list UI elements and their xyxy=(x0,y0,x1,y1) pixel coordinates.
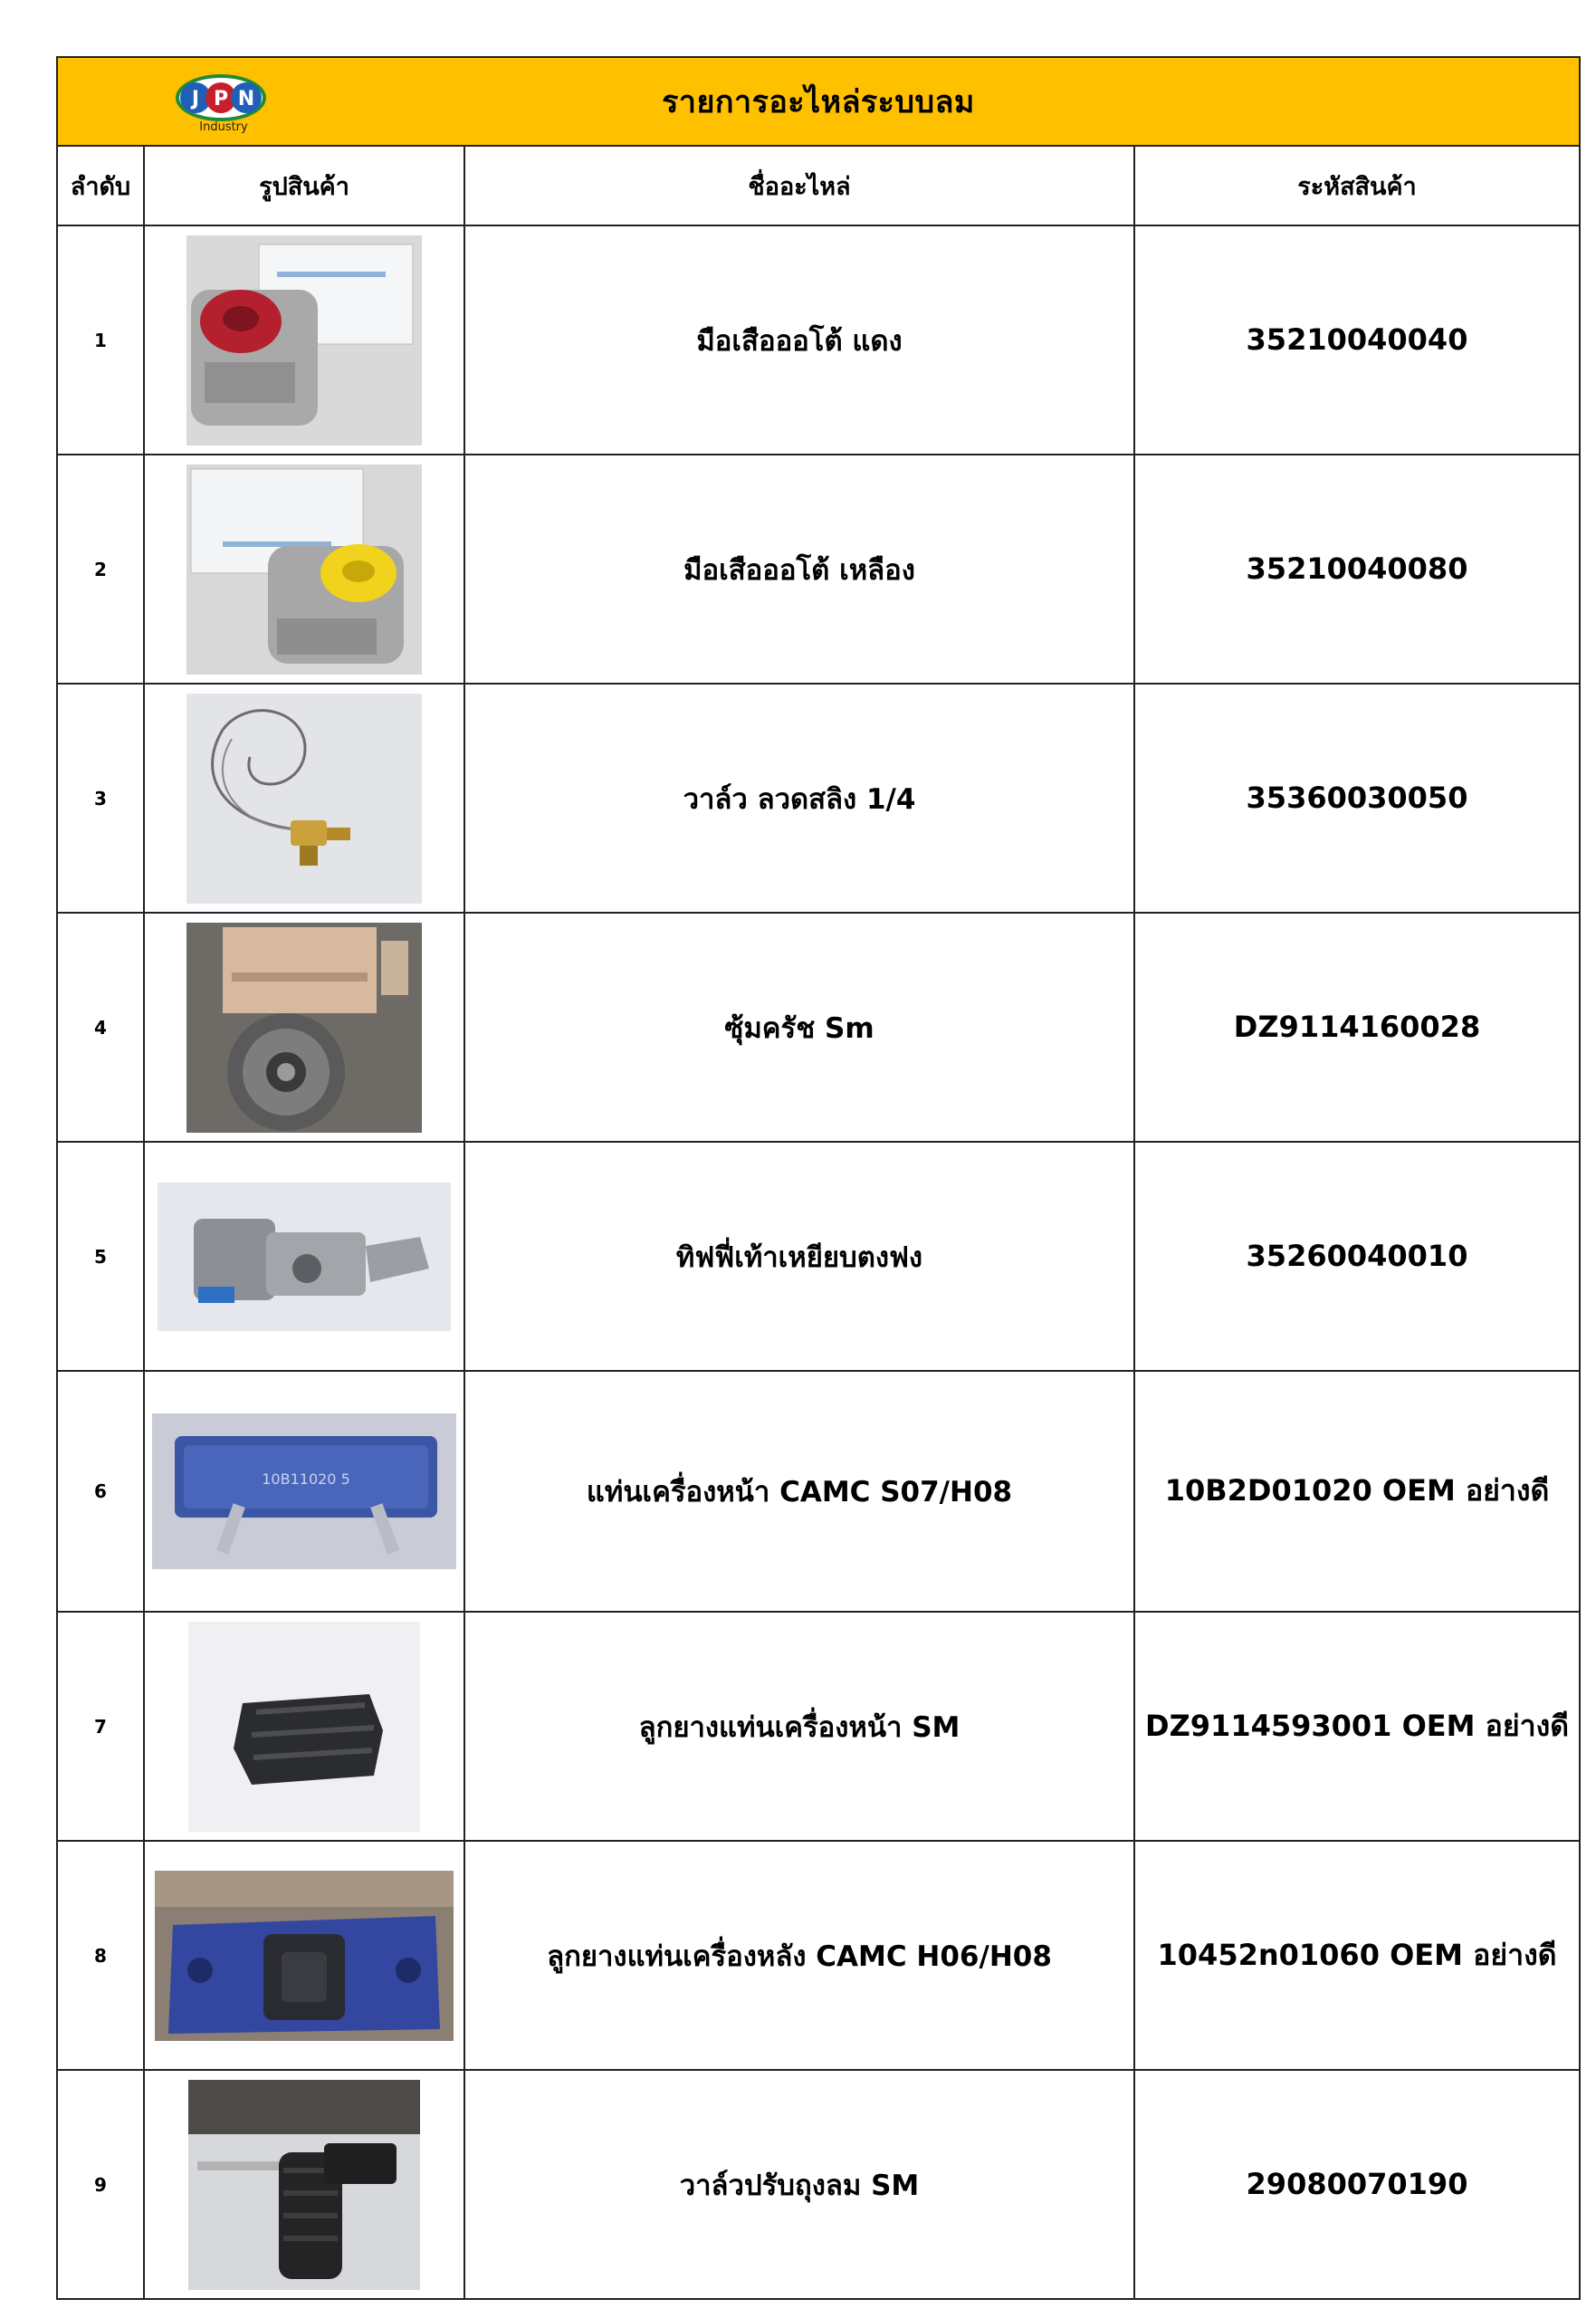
table-row xyxy=(57,1841,1580,2070)
table-row xyxy=(57,1371,1580,1612)
table-row xyxy=(57,2070,1580,2299)
row-number: 3 xyxy=(57,684,144,913)
col-header-photo: รูปสินค้า xyxy=(144,146,464,225)
photo-cell xyxy=(144,684,464,913)
yellow-gladhand-icon xyxy=(186,465,422,675)
air-spring-valve-icon xyxy=(188,2080,420,2290)
row-number: 2 xyxy=(57,455,144,684)
row-number: 9 xyxy=(57,2070,144,2299)
svg-text:N: N xyxy=(237,88,255,110)
part-name: มือเสือออโต้ เหลือง xyxy=(464,455,1134,684)
part-code: 35210040040 xyxy=(1134,225,1580,455)
col-header-name: ชื่ออะไหล่ xyxy=(464,146,1134,225)
photo-cell xyxy=(144,1841,464,2070)
part-code: 35210040080 xyxy=(1134,455,1580,684)
part-code: DZ9114593001 OEM อย่างดี xyxy=(1134,1612,1580,1841)
table-row xyxy=(57,1612,1580,1841)
part-name: ทิฟฟี่เท้าเหยียบตงฟง xyxy=(464,1142,1134,1371)
part-name: วาล์ว ลวดสลิง 1/4 xyxy=(464,684,1134,913)
row-number: 5 xyxy=(57,1142,144,1371)
svg-text:10B11020 5: 10B11020 5 xyxy=(262,1470,350,1488)
jpn-logo-icon xyxy=(174,71,273,134)
table-row xyxy=(57,684,1580,913)
svg-text:P: P xyxy=(213,88,229,110)
logo-caption: Industry xyxy=(199,120,248,134)
table-row xyxy=(57,455,1580,684)
col-header-code: ระหัสสินค้า xyxy=(1134,146,1580,225)
part-code: 10452n01060 OEM อย่างดี xyxy=(1134,1841,1580,2070)
part-name: วาล์วปรับถุงลม SM xyxy=(464,2070,1134,2299)
svg-text:J: J xyxy=(191,88,200,110)
header-row xyxy=(57,146,1580,225)
rear-engine-mount-icon xyxy=(155,1871,454,2041)
col-header-no: ลำดับ xyxy=(57,146,144,225)
table-row xyxy=(57,913,1580,1142)
part-name: แท่นเครื่องหน้า CAMC S07/H08 xyxy=(464,1371,1134,1612)
row-number: 7 xyxy=(57,1612,144,1841)
title-cell xyxy=(57,57,1580,146)
table-row xyxy=(57,1142,1580,1371)
page-title: รายการอะไหล่ระบบลม xyxy=(662,84,975,120)
part-code: 29080070190 xyxy=(1134,2070,1580,2299)
title-row xyxy=(57,57,1580,146)
row-number: 4 xyxy=(57,913,144,1142)
red-gladhand-icon xyxy=(186,235,422,445)
part-name: ลูกยางแท่นเครื่องหน้า SM xyxy=(464,1612,1134,1841)
photo-cell xyxy=(144,1371,464,1612)
part-code: DZ9114160028 xyxy=(1134,913,1580,1142)
cable-valve-icon xyxy=(186,694,422,904)
photo-cell xyxy=(144,455,464,684)
part-name: ซุ้มครัช Sm xyxy=(464,913,1134,1142)
photo-cell xyxy=(144,2070,464,2299)
photo-cell xyxy=(144,913,464,1142)
part-name: ลูกยางแท่นเครื่องหลัง CAMC H06/H08 xyxy=(464,1841,1134,2070)
foot-brake-valve-icon xyxy=(158,1183,451,1331)
photo-cell xyxy=(144,225,464,455)
parts-table xyxy=(56,56,1581,2300)
part-code: 10B2D01020 OEM อย่างดี xyxy=(1134,1371,1580,1612)
table-row xyxy=(57,225,1580,455)
part-code: 35360030050 xyxy=(1134,684,1580,913)
row-number: 1 xyxy=(57,225,144,455)
rubber-mount-icon xyxy=(188,1622,420,1832)
row-number: 6 xyxy=(57,1371,144,1612)
part-code: 35260040010 xyxy=(1134,1142,1580,1371)
clutch-cover-icon xyxy=(186,923,422,1133)
photo-cell xyxy=(144,1612,464,1841)
front-engine-mount-icon xyxy=(152,1413,456,1569)
photo-cell xyxy=(144,1142,464,1371)
row-number: 8 xyxy=(57,1841,144,2070)
part-name: มือเสือออโต้ แดง xyxy=(464,225,1134,455)
parts-sheet xyxy=(56,56,1579,2300)
